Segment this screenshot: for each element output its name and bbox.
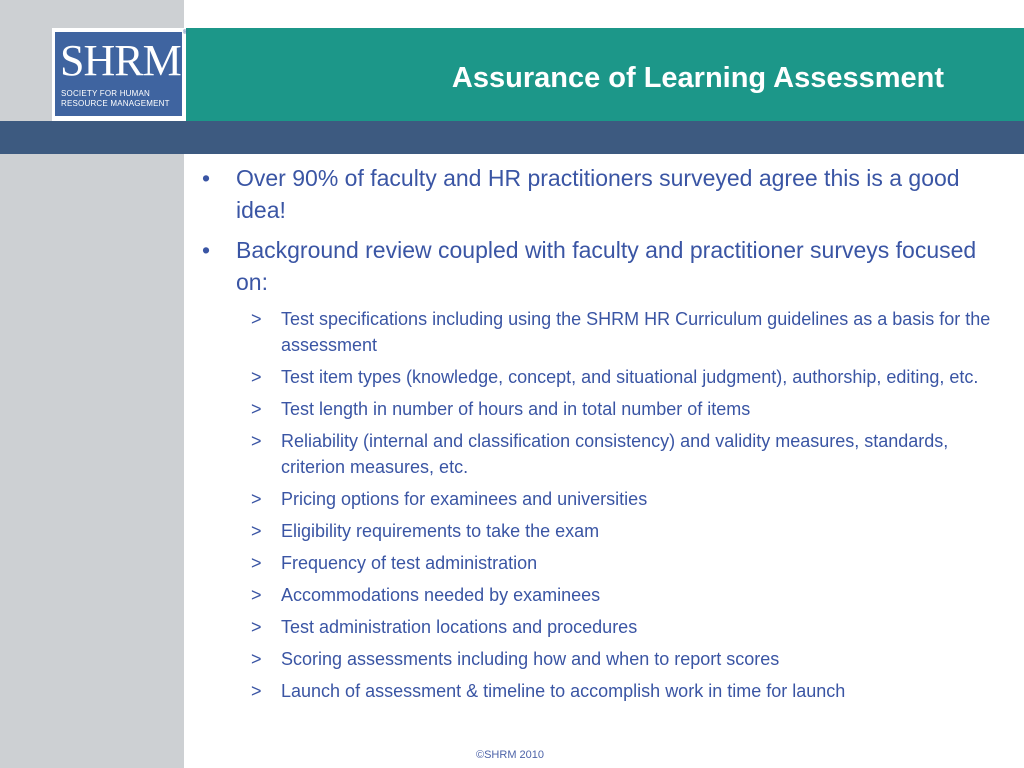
sub-bullet-item: [196, 646, 1006, 672]
sub-bullet-marker: >: [251, 553, 262, 573]
sub-bullet-marker: >: [251, 617, 262, 637]
footer-copyright: ©SHRM 2010: [475, 749, 545, 761]
sub-bullet-item: [196, 518, 1006, 544]
sub-bullet-text: Accommodations needed by examinees: [281, 585, 601, 605]
bullet-item: [196, 162, 1006, 226]
sub-bullet-text: Reliability (internal and classification consistency) and validity measures, standards, criterion measures, etc.: [281, 431, 949, 477]
registered-mark: ®: [183, 30, 188, 36]
sub-bullet-marker: >: [251, 431, 262, 451]
header-slate-bar: [0, 121, 1024, 154]
sub-bullet-text: Eligibility requirements to take the exam: [281, 521, 600, 541]
sub-bullet-marker: >: [251, 521, 262, 541]
sub-bullet-text: Test length in number of hours and in total number of items: [281, 399, 751, 419]
slide-content: [196, 162, 1006, 710]
sub-bullet-marker: >: [251, 681, 262, 701]
sub-bullet-item: [196, 582, 1006, 608]
bullet-item: [196, 234, 1006, 298]
slide-title: Assurance of Learning Assessment: [451, 62, 944, 94]
sub-bullet-text: Test specifications including using the SHRM HR Curriculum guidelines as a basis for the assessment: [281, 309, 991, 355]
bullet-text: Over 90% of faculty and HR practitioners surveyed agree this is a good idea!: [236, 165, 960, 223]
sub-bullet-item: [196, 396, 1006, 422]
sub-bullet-marker: >: [251, 489, 262, 509]
sub-bullet-text: Test administration locations and procedures: [281, 617, 638, 637]
shrm-logo: [52, 28, 186, 121]
sub-bullet-item: [196, 428, 1006, 480]
shrm-logo-tagline-line1: SOCIETY FOR HUMAN: [61, 89, 151, 98]
sub-bullet-item: [196, 306, 1006, 358]
sub-bullet-text: Scoring assessments including how and when to report scores: [281, 649, 780, 669]
sub-bullet-text: Test item types (knowledge, concept, and situational judgment), authorship, editing, etc.: [281, 367, 979, 387]
sub-bullet-marker: >: [251, 399, 262, 419]
sub-bullet-marker: >: [251, 649, 262, 669]
shrm-logo-box: [55, 32, 182, 116]
shrm-logo-tagline-line2: RESOURCE MANAGEMENT: [61, 99, 170, 108]
sub-bullet-text: Frequency of test administration: [281, 553, 538, 573]
sub-bullet-item: [196, 486, 1006, 512]
sub-bullet-marker: >: [251, 309, 262, 329]
sub-bullet-item: [196, 550, 1006, 576]
shrm-logo-wordmark: SHRM: [60, 36, 181, 85]
sub-bullet-text: Pricing options for examinees and universities: [281, 489, 648, 509]
bullet-marker: •: [202, 237, 211, 263]
bullet-text: Background review coupled with faculty and practitioner surveys focused on:: [236, 237, 977, 295]
bullet-marker: •: [202, 165, 211, 191]
sub-bullet-text: Launch of assessment & timeline to accomplish work in time for launch: [281, 681, 846, 701]
shrm-logo-tagline: [61, 89, 179, 109]
sub-bullet-item: [196, 364, 1006, 390]
sub-bullet-item: [196, 678, 1006, 704]
sub-bullet-item: [196, 614, 1006, 640]
sub-bullet-marker: >: [251, 367, 262, 387]
sub-bullet-marker: >: [251, 585, 262, 605]
